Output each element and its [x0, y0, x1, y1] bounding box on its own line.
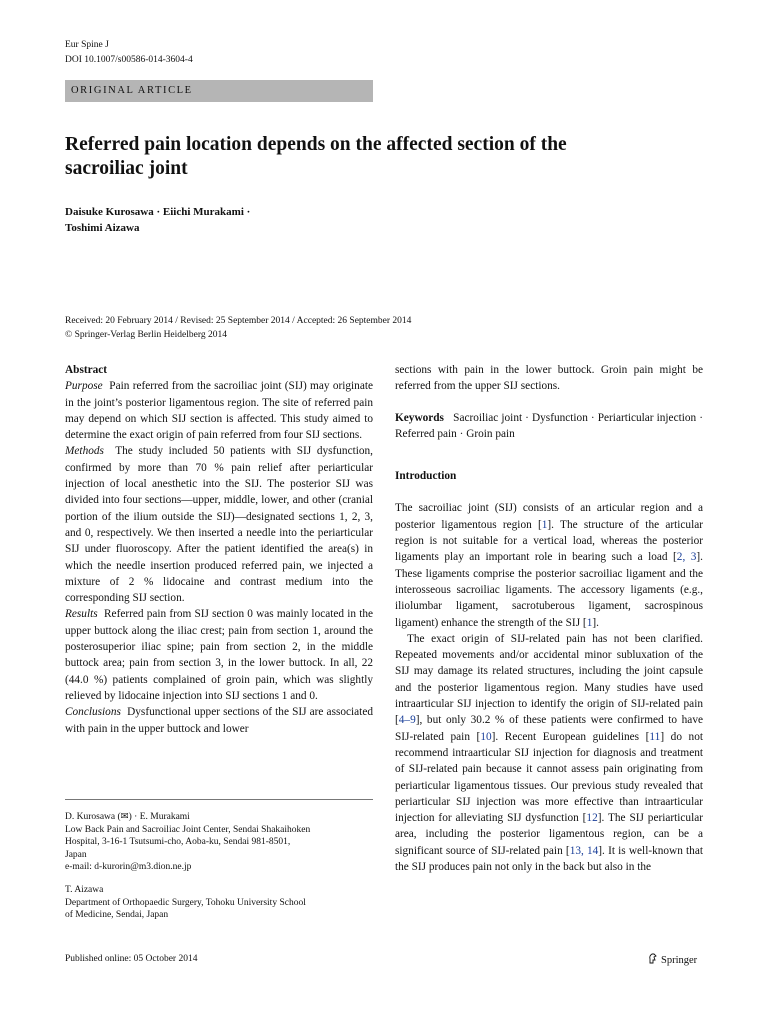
keywords — [395, 410, 703, 443]
citation-link[interactable]: 1 — [586, 616, 593, 629]
affiliation-line: Low Back Pain and Sacroiliac Joint Center, Sendai Shakaihoken — [65, 824, 311, 835]
methods-text: The study included 50 patients with SIJ dysfunction, confirmed by more than 70 % pain relief after periarticular injection of local anesthetic into the SIJ. The posterior SIJ was divided into four sections—upper, middle, lower, and other (cranial portion of the ilium outside the SIJ)—designated sections 1, 2, 3, and 0, respectively. We then inserted a needle into the periarticular SIJ under fluoroscopy. After the patient identified the area(s) in which the needle insertion produced referred pain, we injected a mixture of 2 % lidocaine and contrast medium into the corresponding SIJ section. — [65, 445, 373, 605]
corresponding-email[interactable]: e-mail: d-kurorin@m3.dion.ne.jp — [65, 862, 192, 873]
doi: DOI 10.1007/s00586-014-3604-4 — [65, 55, 193, 65]
springer-horse-icon — [648, 953, 658, 964]
affiliation-names: D. Kurosawa (✉) · E. Murakami — [65, 812, 190, 822]
keywords-label: Keywords — [395, 411, 444, 424]
citation-link[interactable]: 13, 14 — [569, 844, 599, 857]
publisher-name: Springer — [661, 955, 698, 966]
publisher-logo — [648, 953, 697, 966]
methods-label: Methods — [65, 445, 104, 458]
citation-link[interactable]: 10 — [480, 730, 492, 743]
affiliation-names: T. Aizawa — [65, 884, 104, 895]
paper-title: Referred pain location depends on the affected section of the sacroiliac joint — [65, 134, 567, 179]
history-dates — [65, 314, 685, 342]
abstract-purpose — [65, 378, 373, 443]
published-online-date: Published online: 05 October 2014 — [65, 954, 198, 964]
citation-link[interactable]: 12 — [586, 812, 598, 825]
abstract-results — [65, 606, 373, 704]
footnote-divider — [65, 799, 373, 800]
abstract-conclusions-continued: sections with pain in the lower buttock. Groin pain might be referred from the upper SIJ sections. — [395, 364, 703, 393]
citation-link[interactable]: 2, 3 — [676, 551, 697, 564]
author-line: Daisuke Kurosawa · Eiichi Murakami · — [65, 206, 251, 218]
author-line: Toshimi Aizawa — [65, 222, 140, 234]
affiliations — [65, 811, 373, 922]
right-column — [395, 362, 703, 875]
intro-paragraph-2: The exact origin of SIJ-related pain has not been clarified. Repeated movements and/or accidental minor subluxation of the SIJ may damage its related structures, including the joint capsule and the posterior ligamentous region. Many studies have used intraarticular SIJ injection to identify the origin of SIJ-related pain [4–9], but only 30.2 % of these patients were confirmed to have SIJ-related pain [10]. Recent European guidelines [11] do not recommend intraarticular SIJ injection for diagnosis and treatment of SIJ-related pain because it cannot assess pain originating from periarticular ligamentous tissues. Our previous study revealed that periarticular SIJ injection was more effective than intraarticular injection for alleviating SIJ dysfunction [12]. The SIJ periarticular area, including the posterior ligamentous region, can be a significant source of SIJ-related pain [13, 14]. It is well-known that the SIJ produces pain not only in the back but also in the — [395, 632, 703, 874]
affiliation-line: Hospital, 3-16-1 Tsutsumi-cho, Aoba-ku, Sendai 981-8501, — [65, 837, 291, 848]
abstract-methods — [65, 443, 373, 606]
received-revised-accepted: Received: 20 February 2014 / Revised: 25 September 2014 / Accepted: 26 September 2014 — [65, 316, 412, 326]
article-type-banner: ORIGINAL ARTICLE — [65, 80, 373, 102]
journal-name: Eur Spine J — [65, 40, 109, 50]
affiliation-line: of Medicine, Sendai, Japan — [65, 910, 169, 921]
keywords-text: Sacroiliac joint · Dysfunction · Periarticular injection · Referred pain · Groin pain — [395, 411, 703, 440]
conclusions-text: Dysfunctional upper sections of the SIJ are associated with pain in the upper buttock and lower — [65, 706, 373, 735]
citation-link[interactable]: 4–9 — [398, 714, 416, 727]
results-text: Referred pain from SIJ section 0 was mainly located in the upper buttock along the iliac crest; pain from section 1, around the posterosuperior iliac spine; pain from section 2, in the middle buttock area; pain from section 3, in the lower buttock. In all, 22 (44.0 %) patients complained of groin pain, which was slightly relieved by lidocaine injection into SIJ sections 1 and 0. — [65, 608, 373, 702]
citation-link[interactable]: 11 — [649, 730, 661, 743]
citation-link[interactable]: 1 — [541, 518, 548, 531]
purpose-label: Purpose — [65, 380, 103, 393]
author-list — [65, 204, 365, 236]
results-label: Results — [65, 608, 98, 621]
abstract-conclusions — [65, 704, 373, 737]
affiliation-line: Japan — [65, 849, 87, 860]
conclusions-label: Conclusions — [65, 706, 121, 719]
intro-paragraph-1: The sacroiliac joint (SIJ) consists of an articular region and a posterior ligamentous region [1]. The structure of the articular region is not suitable for a vertical load, whereas the posterior ligaments play an important role in bearing such a load [2, 3]. These ligaments comprise the posterior sacroiliac ligament and the interosseous sacroiliac ligaments. The accessory ligaments (e.g., iliolumbar ligament, sacrotuberous ligament, sacrospinous ligament) enhance the strength of the SIJ [1]. — [395, 502, 703, 629]
copyright: © Springer-Verlag Berlin Heidelberg 2014 — [65, 330, 227, 340]
affiliation-line: Department of Orthopaedic Surgery, Tohoku University School — [65, 897, 306, 908]
left-column — [65, 362, 373, 737]
purpose-text: Pain referred from the sacroiliac joint (SIJ) may originate in the joint’s posterior ligamentous region. The site of referred pain may depend on which SIJ section is affected. This study aimed to determine the exact origin of pain referred from four SIJ sections. — [65, 380, 373, 442]
introduction-heading: Introduction — [395, 470, 457, 483]
abstract-heading: Abstract — [65, 364, 108, 376]
